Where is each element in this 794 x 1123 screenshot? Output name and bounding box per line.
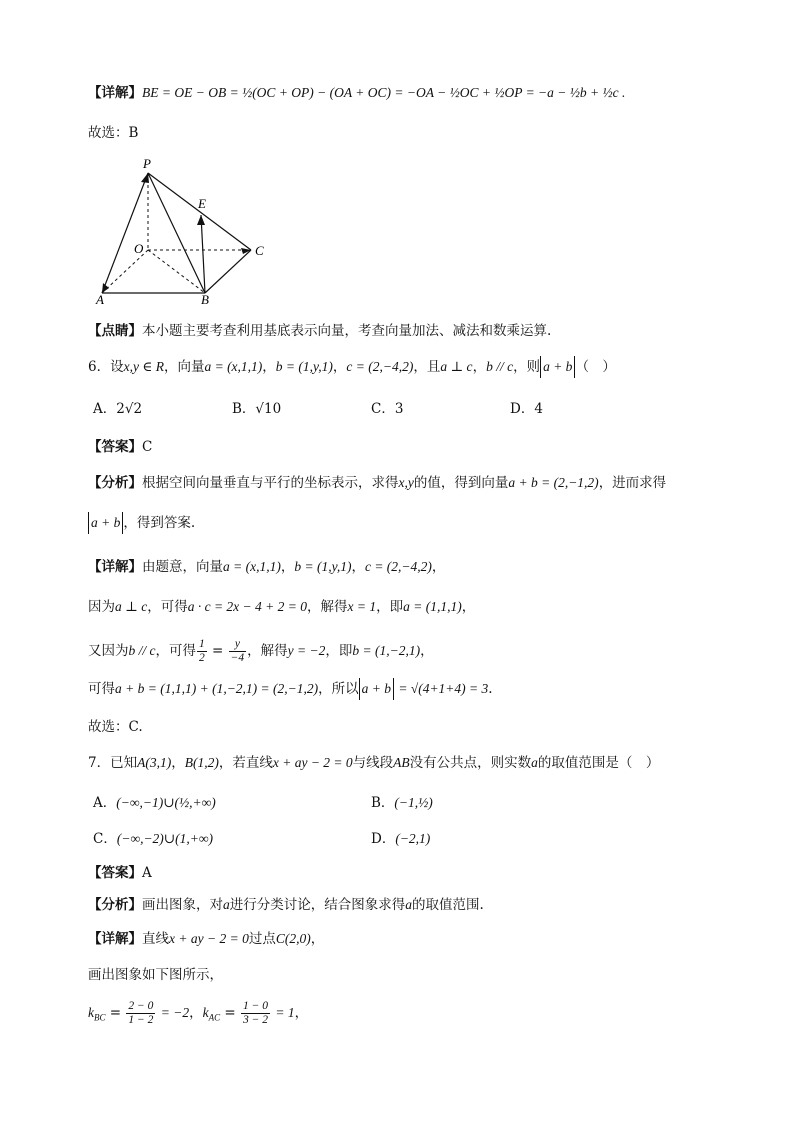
q7-k-bc: $k_{BC}$ (88, 1005, 106, 1023)
detail-tag: 【详解】 (88, 85, 142, 101)
label-B: B (201, 292, 209, 305)
q7-option-b[interactable]: B．(−1,½) (371, 795, 433, 811)
edge-PB (148, 173, 205, 293)
label-C: C (255, 243, 264, 258)
q6-detail-tag: 【详解】 (88, 559, 142, 575)
q6-d2-a111: a = (1,1,1) (403, 599, 462, 614)
q7-analysis-b: 进行分类讨论，结合图象求得 (229, 897, 406, 913)
remark-tag: 【点睛】 (88, 323, 142, 339)
q7-detail-1: 【详解】直线x + ay − 2 = 0过点C(2,0)， (88, 931, 325, 947)
q6-d2-d: ，即 (376, 599, 404, 615)
q6-stem-c: ，且 (413, 359, 441, 375)
q6-analysis-xy: x,y (398, 475, 414, 490)
sec5-answer-line: 故选：B (88, 125, 139, 141)
q6-d4-b: ，所以 (318, 681, 359, 697)
q7-stem-a: 7．已知 (88, 755, 138, 771)
q6-stem-e: （ ） (575, 359, 616, 375)
q6-xy: x,y ∈ R (123, 359, 164, 374)
q6-d2-cond: a ⊥ c (115, 599, 148, 614)
q6-analysis-b: 的值，得到向量 (413, 475, 509, 491)
q6-d3-d: ，即 (325, 643, 353, 659)
q7-option-c[interactable]: C．(−∞,−2)∪(1,+∞) (93, 831, 213, 847)
q6-detail-2: 因为a ⊥ c，可得a · c = 2x − 4 + 2 = 0，解得x = 1，即a = (1,1,1)， (88, 599, 476, 615)
edge-PA (102, 173, 148, 293)
q6-analysis-vec: a + b = (2,−1,2) (508, 475, 599, 490)
q6-d4-a: 可得 (88, 681, 115, 697)
q6-d1: 由题意，向量 (142, 559, 223, 575)
q6-d3-a: 又因为 (88, 643, 129, 659)
q6-d1-vb: b = (1,y,1) (294, 559, 352, 574)
q7-analysis-tag: 【分析】 (88, 897, 142, 913)
sec5-detail-line (88, 82, 625, 104)
sec5-remark (88, 320, 551, 342)
edge-OB (148, 250, 205, 293)
edge-PC (148, 173, 251, 250)
q7-k-bc-frac: $\frac{2 - 0}{1 - 2}$ (128, 1000, 154, 1026)
q6-analysis-cont (88, 512, 195, 534)
q6-analysis-magnitude: a + b (88, 512, 123, 534)
q6-analysis-a: 根据空间向量垂直与平行的坐标表示，求得 (142, 475, 399, 491)
q6-option-a[interactable]: A．2√2 (93, 401, 143, 417)
q6-d3-frac-right: $\frac{y}{-4}$ (230, 638, 245, 664)
q7-analysis-param-2: a (405, 897, 412, 912)
edge-OA (102, 250, 148, 293)
q7-option-a[interactable]: A．(−∞,−1)∪(½,+∞) (93, 795, 216, 811)
q6-d2-dot: a · c = 2x − 4 + 2 = 0 (187, 599, 308, 614)
q7-option-d[interactable]: D．(−2,1) (371, 831, 431, 847)
q6-detail-1: 【详解】由题意，向量a = (x,1,1)，b = (1,y,1)，c = (2,−4,2)， (88, 559, 446, 575)
q7-k-bc-result: = −2 (160, 1005, 190, 1020)
arrowhead-E (197, 215, 205, 225)
q6-stem-d: ，则 (513, 359, 541, 375)
q7-point-a: A(3,1) (137, 755, 172, 770)
arrowhead-P (141, 173, 149, 183)
q7-k-ac: $k_{AC}$ (202, 1005, 221, 1023)
q6-d3-b: ，可得 (155, 643, 196, 659)
q7-point-b: B(1,2) (184, 755, 219, 770)
q7-param-a: a (531, 755, 538, 770)
q7-d1-b: 过点 (248, 931, 276, 947)
q7-d1-a: 直线 (142, 931, 169, 947)
q6-d3-y: y = −2 (287, 643, 326, 658)
q6-ask-magnitude: a + b (540, 356, 575, 378)
q6-d2-c: ，解得 (307, 599, 348, 615)
q7-d1-line: x + ay − 2 = 0 (169, 931, 249, 946)
q6-answer-tag: 【答案】 (88, 439, 142, 455)
q6-d3-c: ，解得 (247, 643, 288, 659)
q6-detail-4: 可得a + b = (1,1,1) + (1,−2,1) = (2,−1,2)，所以 a + b = √(4+1+4) = 3. (88, 678, 493, 700)
q7-answer-tag: 【答案】 (88, 865, 142, 881)
q7-k-ac-result: = 1 (275, 1005, 295, 1020)
q6-cond-parallel: b // c (486, 359, 514, 374)
q6-d4-magnitude: a + b (359, 678, 394, 700)
q6-vector-a: a = (x,1,1) (204, 359, 263, 374)
remark-text: 本小题主要考查利用基底表示向量，考查向量加法、减法和数乘运算. (142, 323, 552, 339)
q7-detail-tag: 【详解】 (88, 931, 142, 947)
q7-detail-3: $k_{BC}$ = $\frac{2 - 0}{1 - 2}$ = −2，$k_{AC}$ = $\frac{1 - 0}{3 - 2}$ = 1， (88, 1000, 309, 1026)
q6-stem-a: 6．设 (88, 359, 124, 375)
q6-d4-result: = √(4+1+4) = 3 (398, 681, 489, 696)
q7-k-ac-frac: $\frac{1 - 0}{3 - 2}$ (243, 1000, 269, 1026)
q6-d3-b121: b = (1,−2,1) (352, 643, 421, 658)
label-E: E (198, 196, 206, 211)
q7-stem-e: 的取值范围是（ ） (537, 755, 660, 771)
q7-segment: AB (393, 755, 410, 770)
q6-vector-b: b = (1,y,1) (275, 359, 333, 374)
q6-analysis-c: ，进而求得 (598, 475, 667, 491)
q6-option-b[interactable]: B．√10 (232, 401, 282, 417)
edge-BC (205, 250, 251, 293)
q7-stem: 7．已知A(3,1)，B(1,2)，若直线x + ay − 2 = 0与线段AB没有公共点，则实数a的取值范围是（ ） (88, 755, 660, 771)
q6-analysis-d: ，得到答案. (123, 515, 196, 531)
q7-detail-2: 画出图象如下图所示， (88, 967, 223, 983)
label-O: O (134, 241, 144, 256)
q7-analysis-c: 的取值范围. (412, 897, 484, 913)
q6-cond-perp: a ⊥ c (440, 359, 473, 374)
q6-stem: 6．设x,y ∈ R，向量a = (x,1,1)，b = (1,y,1)，c = (2,−4,2)，且a ⊥ c，b // c，则 a + b （ ） (88, 356, 616, 378)
q6-vector-c: c = (2,−4,2) (346, 359, 414, 374)
q7-analysis-a: 画出图象，对 (142, 897, 223, 913)
q6-d4-sum: a + b = (1,1,1) + (1,−2,1) = (2,−1,2) (115, 681, 319, 696)
q6-analysis-tag: 【分析】 (88, 475, 142, 491)
q7-stem-b: ，若直线 (218, 755, 273, 771)
q7-d1-point-c: C(2,0) (275, 931, 311, 946)
q7-analysis (88, 894, 484, 916)
q6-d3-cond: b // c (128, 643, 156, 658)
q6-option-c[interactable]: C．3 (371, 401, 404, 417)
q6-d2-x: x = 1 (347, 599, 377, 614)
q6-answer (88, 436, 152, 458)
label-P: P (143, 156, 151, 171)
q6-d2-a: 因为 (88, 599, 115, 615)
q6-stem-b: ，向量 (163, 359, 205, 375)
q6-d1-vc: c = (2,−4,2) (364, 559, 432, 574)
q6-option-d[interactable]: D．4 (510, 401, 543, 417)
q7-analysis-param-1: a (223, 897, 230, 912)
label-A: A (96, 292, 104, 305)
q7-stem-c: 与线段 (352, 755, 394, 771)
q6-d3-frac-left: $\frac{1}{2}$ (199, 638, 205, 664)
vector-BE (201, 215, 205, 293)
q6-d2-b: ，可得 (147, 599, 188, 615)
q6-d1-va: a = (x,1,1) (223, 559, 281, 574)
pyramid-figure (88, 155, 278, 305)
q7-stem-d: 没有公共点，则实数 (409, 755, 532, 771)
q7-answer (88, 862, 152, 884)
detail-expression: BE = OE − OB = ½(OC + OP) − (OA + OC) = −OA − ½OC + ½OP = −a − ½b + ½c . (142, 85, 626, 100)
q6-detail-3: 又因为b // c，可得 $\frac{1}{2}$ = $\frac{y}{-4}$ ，解得y = −2，即b = (1,−2,1)， (88, 638, 434, 664)
q7-line-eq: x + ay − 2 = 0 (272, 755, 353, 770)
q6-answer-line: 故选：C. (88, 719, 143, 735)
q6-answer-value: C (142, 439, 153, 455)
q6-analysis (88, 472, 666, 494)
q7-answer-value: A (142, 865, 152, 881)
